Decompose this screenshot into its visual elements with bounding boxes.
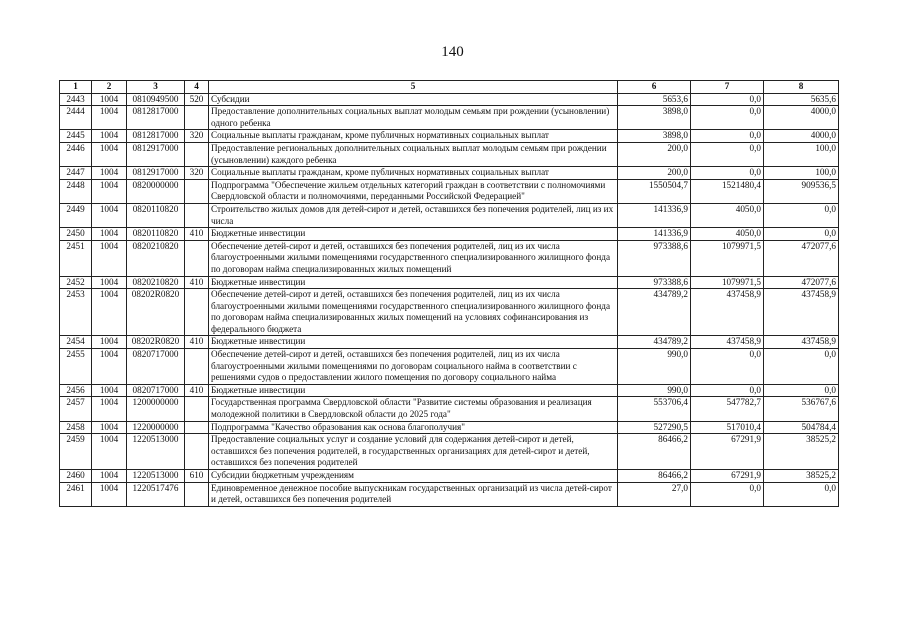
section-code: 1004 bbox=[92, 106, 127, 130]
amount-col-8: 472077,6 bbox=[764, 240, 839, 276]
amount-col-7: 0,0 bbox=[691, 482, 764, 506]
amount-col-6: 553706,4 bbox=[618, 397, 691, 421]
row-number: 2453 bbox=[60, 289, 92, 336]
row-number: 2443 bbox=[60, 93, 92, 106]
section-code: 1004 bbox=[92, 203, 127, 227]
expense-type-code bbox=[185, 421, 209, 434]
column-header: 8 bbox=[764, 81, 839, 94]
row-number: 2447 bbox=[60, 167, 92, 180]
target-article-code: 1220517476 bbox=[127, 482, 185, 506]
target-article-code: 0820210820 bbox=[127, 276, 185, 289]
item-description: Бюджетные инвестиции bbox=[209, 384, 618, 397]
table-row bbox=[60, 179, 839, 203]
row-number: 2449 bbox=[60, 203, 92, 227]
amount-col-6: 27,0 bbox=[618, 482, 691, 506]
header-row bbox=[60, 81, 839, 94]
column-header: 6 bbox=[618, 81, 691, 94]
amount-col-6: 141336,9 bbox=[618, 228, 691, 241]
amount-col-8: 472077,6 bbox=[764, 276, 839, 289]
item-description: Предоставление дополнительных социальных выплат молодым семьям при рождении (усыновлении) одного ребенка bbox=[209, 106, 618, 130]
expense-type-code: 320 bbox=[185, 130, 209, 143]
row-number: 2446 bbox=[60, 142, 92, 166]
row-number: 2448 bbox=[60, 179, 92, 203]
target-article-code: 0820717000 bbox=[127, 384, 185, 397]
amount-col-7: 0,0 bbox=[691, 93, 764, 106]
budget-table bbox=[59, 80, 839, 507]
amount-col-8: 504784,4 bbox=[764, 421, 839, 434]
row-number: 2444 bbox=[60, 106, 92, 130]
amount-col-6: 200,0 bbox=[618, 142, 691, 166]
table-row bbox=[60, 203, 839, 227]
amount-col-6: 200,0 bbox=[618, 167, 691, 180]
amount-col-8: 0,0 bbox=[764, 482, 839, 506]
target-article-code: 0820110820 bbox=[127, 228, 185, 241]
amount-col-6: 990,0 bbox=[618, 384, 691, 397]
amount-col-8: 38525,2 bbox=[764, 470, 839, 483]
target-article-code: 0812917000 bbox=[127, 167, 185, 180]
table-row bbox=[60, 349, 839, 385]
section-code: 1004 bbox=[92, 228, 127, 241]
column-header: 5 bbox=[209, 81, 618, 94]
column-header: 7 bbox=[691, 81, 764, 94]
expense-type-code: 320 bbox=[185, 167, 209, 180]
row-number: 2460 bbox=[60, 470, 92, 483]
amount-col-7: 1079971,5 bbox=[691, 276, 764, 289]
amount-col-8: 100,0 bbox=[764, 142, 839, 166]
amount-col-6: 1550504,7 bbox=[618, 179, 691, 203]
amount-col-8: 0,0 bbox=[764, 203, 839, 227]
amount-col-7: 0,0 bbox=[691, 106, 764, 130]
expense-type-code: 410 bbox=[185, 384, 209, 397]
item-description: Обеспечение детей-сирот и детей, оставшихся без попечения родителей, лиц из их числа благоустроенными жилыми помещениями государственного специализированного жилищного фонда по договорам найма специализированных жилых помещений на условиях софинансирования из федерального бюджета bbox=[209, 289, 618, 336]
amount-col-6: 973388,6 bbox=[618, 240, 691, 276]
amount-col-8: 0,0 bbox=[764, 349, 839, 385]
expense-type-code: 410 bbox=[185, 228, 209, 241]
expense-type-code bbox=[185, 142, 209, 166]
amount-col-8: 536767,6 bbox=[764, 397, 839, 421]
table-row bbox=[60, 167, 839, 180]
table-row bbox=[60, 93, 839, 106]
section-code: 1004 bbox=[92, 276, 127, 289]
amount-col-8: 4000,0 bbox=[764, 106, 839, 130]
item-description: Обеспечение детей-сирот и детей, оставшихся без попечения родителей, лиц из их числа благоустроенными жилыми помещениями по договорам социального найма в соответствии с решениями судов о предоставлении жилого помещения по договору социального найма bbox=[209, 349, 618, 385]
amount-col-7: 547782,7 bbox=[691, 397, 764, 421]
amount-col-8: 5635,6 bbox=[764, 93, 839, 106]
amount-col-7: 0,0 bbox=[691, 384, 764, 397]
amount-col-6: 3898,0 bbox=[618, 130, 691, 143]
target-article-code: 0812917000 bbox=[127, 142, 185, 166]
amount-col-7: 0,0 bbox=[691, 349, 764, 385]
amount-col-7: 67291,9 bbox=[691, 470, 764, 483]
page-number: 140 bbox=[441, 44, 464, 60]
section-code: 1004 bbox=[92, 130, 127, 143]
item-description: Социальные выплаты гражданам, кроме публичных нормативных социальных выплат bbox=[209, 167, 618, 180]
table-row bbox=[60, 336, 839, 349]
section-code: 1004 bbox=[92, 421, 127, 434]
item-description: Подпрограмма "Обеспечение жильем отдельных категорий граждан в соответствии с полномочиями Свердловской области и полномочиями, переданными Российской Федерацией" bbox=[209, 179, 618, 203]
section-code: 1004 bbox=[92, 142, 127, 166]
item-description: Предоставление социальных услуг и создание условий для содержания детей-сирот и детей, оставшихся без попечения родителей, в государственных организациях для детей-сирот и детей, оставшихся без попечения родителей bbox=[209, 434, 618, 470]
expense-type-code bbox=[185, 349, 209, 385]
amount-col-6: 434789,2 bbox=[618, 336, 691, 349]
item-description: Строительство жилых домов для детей-сирот и детей, оставшихся без попечения родителей, лиц из их числа bbox=[209, 203, 618, 227]
amount-col-8: 0,0 bbox=[764, 384, 839, 397]
amount-col-8: 4000,0 bbox=[764, 130, 839, 143]
column-header: 3 bbox=[127, 81, 185, 94]
amount-col-7: 517010,4 bbox=[691, 421, 764, 434]
expense-type-code bbox=[185, 434, 209, 470]
amount-col-6: 141336,9 bbox=[618, 203, 691, 227]
amount-col-6: 5653,6 bbox=[618, 93, 691, 106]
amount-col-6: 990,0 bbox=[618, 349, 691, 385]
amount-col-7: 0,0 bbox=[691, 130, 764, 143]
expense-type-code: 410 bbox=[185, 276, 209, 289]
amount-col-7: 67291,9 bbox=[691, 434, 764, 470]
table-row bbox=[60, 289, 839, 336]
expense-type-code bbox=[185, 482, 209, 506]
expense-type-code bbox=[185, 289, 209, 336]
expense-type-code: 520 bbox=[185, 93, 209, 106]
table-row bbox=[60, 397, 839, 421]
row-number: 2459 bbox=[60, 434, 92, 470]
table-row bbox=[60, 276, 839, 289]
section-code: 1004 bbox=[92, 384, 127, 397]
row-number: 2445 bbox=[60, 130, 92, 143]
expense-type-code: 610 bbox=[185, 470, 209, 483]
section-code: 1004 bbox=[92, 93, 127, 106]
column-header: 4 bbox=[185, 81, 209, 94]
amount-col-7: 437458,9 bbox=[691, 289, 764, 336]
table-row bbox=[60, 384, 839, 397]
item-description: Подпрограмма "Качество образования как основа благополучия" bbox=[209, 421, 618, 434]
item-description: Бюджетные инвестиции bbox=[209, 228, 618, 241]
target-article-code: 1220513000 bbox=[127, 470, 185, 483]
amount-col-7: 437458,9 bbox=[691, 336, 764, 349]
amount-col-6: 3898,0 bbox=[618, 106, 691, 130]
section-code: 1004 bbox=[92, 240, 127, 276]
row-number: 2461 bbox=[60, 482, 92, 506]
table-row bbox=[60, 240, 839, 276]
row-number: 2454 bbox=[60, 336, 92, 349]
amount-col-8: 437458,9 bbox=[764, 289, 839, 336]
target-article-code: 0820210820 bbox=[127, 240, 185, 276]
row-number: 2457 bbox=[60, 397, 92, 421]
target-article-code: 1220000000 bbox=[127, 421, 185, 434]
target-article-code: 08202R0820 bbox=[127, 336, 185, 349]
expense-type-code bbox=[185, 106, 209, 130]
section-code: 1004 bbox=[92, 397, 127, 421]
section-code: 1004 bbox=[92, 289, 127, 336]
target-article-code: 1220513000 bbox=[127, 434, 185, 470]
item-description: Предоставление региональных дополнительных социальных выплат молодым семьям при рождении (усыновлении) каждого ребенка bbox=[209, 142, 618, 166]
amount-col-6: 527290,5 bbox=[618, 421, 691, 434]
item-description: Обеспечение детей-сирот и детей, оставшихся без попечения родителей, лиц из их числа благоустроенными жилыми помещениями государственного специализированного жилищного фонда по договорам найма специализированных жилых помещений bbox=[209, 240, 618, 276]
section-code: 1004 bbox=[92, 470, 127, 483]
table-row bbox=[60, 421, 839, 434]
target-article-code: 0812817000 bbox=[127, 130, 185, 143]
expense-type-code bbox=[185, 179, 209, 203]
item-description: Бюджетные инвестиции bbox=[209, 336, 618, 349]
amount-col-7: 1079971,5 bbox=[691, 240, 764, 276]
amount-col-7: 4050,0 bbox=[691, 203, 764, 227]
row-number: 2456 bbox=[60, 384, 92, 397]
amount-col-8: 909536,5 bbox=[764, 179, 839, 203]
expense-type-code bbox=[185, 203, 209, 227]
amount-col-8: 100,0 bbox=[764, 167, 839, 180]
expense-type-code bbox=[185, 397, 209, 421]
target-article-code: 1200000000 bbox=[127, 397, 185, 421]
amount-col-8: 38525,2 bbox=[764, 434, 839, 470]
amount-col-7: 4050,0 bbox=[691, 228, 764, 241]
target-article-code: 0820000000 bbox=[127, 179, 185, 203]
amount-col-8: 437458,9 bbox=[764, 336, 839, 349]
row-number: 2450 bbox=[60, 228, 92, 241]
item-description: Единовременное денежное пособие выпускникам государственных организаций из числа детей-сирот и детей, оставшихся без попечения родителей bbox=[209, 482, 618, 506]
section-code: 1004 bbox=[92, 167, 127, 180]
amount-col-6: 434789,2 bbox=[618, 289, 691, 336]
item-description: Государственная программа Свердловской области "Развитие системы образования и реализация молодежной политики в Свердловской области до 2025 года" bbox=[209, 397, 618, 421]
table-row bbox=[60, 434, 839, 470]
column-header: 2 bbox=[92, 81, 127, 94]
item-description: Социальные выплаты гражданам, кроме публичных нормативных социальных выплат bbox=[209, 130, 618, 143]
amount-col-7: 0,0 bbox=[691, 167, 764, 180]
target-article-code: 0812817000 bbox=[127, 106, 185, 130]
amount-col-6: 86466,2 bbox=[618, 470, 691, 483]
item-description: Субсидии bbox=[209, 93, 618, 106]
table-row bbox=[60, 130, 839, 143]
table-row bbox=[60, 470, 839, 483]
section-code: 1004 bbox=[92, 434, 127, 470]
section-code: 1004 bbox=[92, 349, 127, 385]
expense-type-code: 410 bbox=[185, 336, 209, 349]
table-row bbox=[60, 482, 839, 506]
amount-col-7: 0,0 bbox=[691, 142, 764, 166]
row-number: 2452 bbox=[60, 276, 92, 289]
expense-type-code bbox=[185, 240, 209, 276]
target-article-code: 08202R0820 bbox=[127, 289, 185, 336]
section-code: 1004 bbox=[92, 179, 127, 203]
section-code: 1004 bbox=[92, 336, 127, 349]
table-row bbox=[60, 228, 839, 241]
target-article-code: 0820717000 bbox=[127, 349, 185, 385]
table-row bbox=[60, 106, 839, 130]
item-description: Субсидии бюджетным учреждениям bbox=[209, 470, 618, 483]
section-code: 1004 bbox=[92, 482, 127, 506]
row-number: 2455 bbox=[60, 349, 92, 385]
amount-col-6: 973388,6 bbox=[618, 276, 691, 289]
amount-col-7: 1521480,4 bbox=[691, 179, 764, 203]
amount-col-8: 0,0 bbox=[764, 228, 839, 241]
column-header: 1 bbox=[60, 81, 92, 94]
item-description: Бюджетные инвестиции bbox=[209, 276, 618, 289]
target-article-code: 0820110820 bbox=[127, 203, 185, 227]
row-number: 2451 bbox=[60, 240, 92, 276]
row-number: 2458 bbox=[60, 421, 92, 434]
target-article-code: 0810949500 bbox=[127, 93, 185, 106]
table-row bbox=[60, 142, 839, 166]
amount-col-6: 86466,2 bbox=[618, 434, 691, 470]
